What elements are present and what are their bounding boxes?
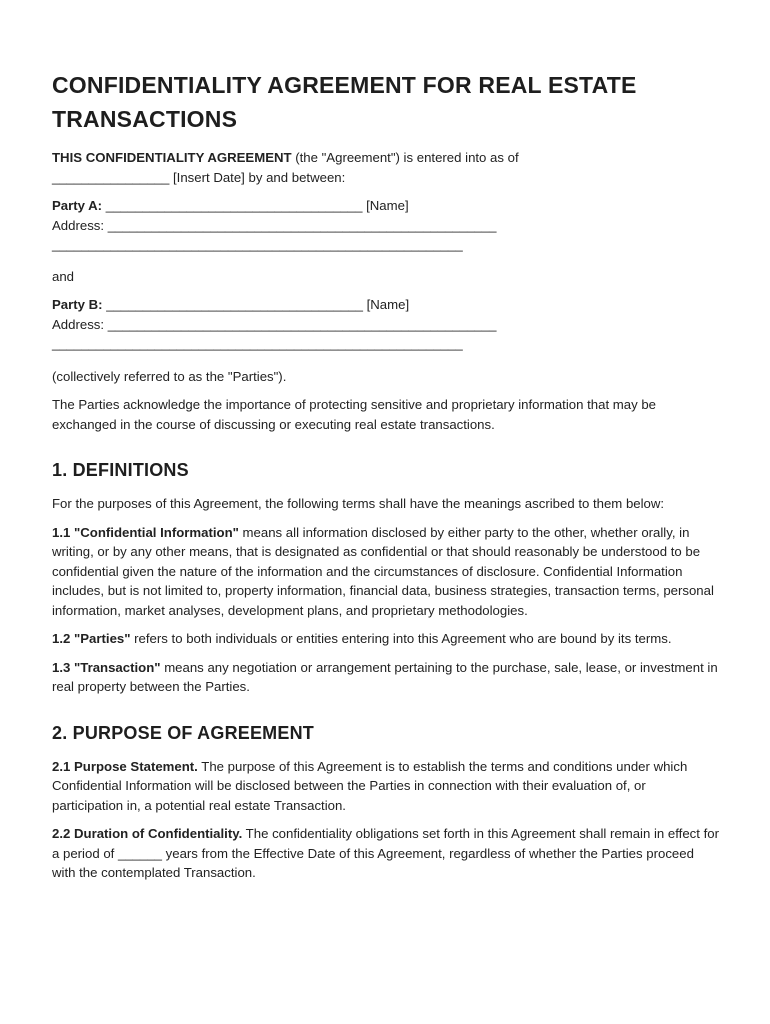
clause-2-1-label: 2.1 Purpose Statement.	[52, 758, 198, 774]
intro-line1: (the "Agreement") is entered into as of	[291, 150, 519, 165]
and-text: and	[52, 268, 75, 284]
preamble-paragraph: The Parties acknowledge the importance of protecting sensitive and proprietary information that may be exchanged in the course of discussing or executing real estate transactions.	[52, 397, 657, 432]
definition-1-1-label: 1.1 "Confidential Information"	[52, 524, 239, 540]
intro-lead: THIS CONFIDENTIALITY AGREEMENT	[52, 150, 292, 165]
document-title: CONFIDENTIALITY AGREEMENT FOR REAL ESTATE TRANSACTIONS	[52, 72, 637, 132]
party-a-block	[52, 196, 720, 255]
clause-2-1	[52, 757, 720, 816]
party-a-address-cont: ________________________________________________________	[52, 237, 463, 252]
section-1-heading: 1. DEFINITIONS	[52, 460, 189, 480]
party-b-address-cont: ________________________________________________________	[52, 336, 463, 351]
definition-1-3-label: 1.3 "Transaction"	[52, 659, 161, 675]
definition-1-3	[52, 658, 720, 697]
section-2-heading: 2. PURPOSE OF AGREEMENT	[52, 722, 314, 743]
intro-date-line: ________________ [Insert Date] by and between:	[52, 169, 346, 185]
party-b-block	[52, 295, 720, 354]
intro-paragraph	[52, 148, 720, 187]
definition-1-2	[52, 629, 720, 649]
clause-2-2-label: 2.2 Duration of Confidentiality.	[52, 826, 243, 841]
party-a-name-line: ___________________________________ [Name]	[102, 198, 409, 213]
party-a-label: Party A:	[52, 198, 103, 213]
party-b-name-line: ___________________________________ [Name]	[102, 297, 410, 312]
definition-1-2-label: 1.2 "Parties"	[52, 631, 131, 646]
definition-1-3-text: means any negotiation or arrangement pertaining to the purchase, sale, lease, or investment in real property between the Parties.	[52, 659, 718, 694]
party-b-label: Party B:	[52, 297, 103, 312]
section-1-intro: For the purposes of this Agreement, the following terms shall have the meanings ascribed to them below:	[52, 496, 665, 511]
document-page	[52, 68, 720, 883]
clause-2-2	[52, 824, 720, 883]
party-a-address-line: Address: _____________________________________________________	[52, 217, 497, 233]
clause-2-1-text: The purpose of this Agreement is to establish the terms and conditions under which Confidential Information will be disclosed between the Parties in connection with their evaluation of, or participation in, a potential real estate Transaction.	[52, 758, 688, 813]
definition-1-1	[52, 523, 720, 621]
collective-note: (collectively referred to as the "Parties").	[52, 368, 287, 384]
clause-2-2-text: The confidentiality obligations set forth in this Agreement shall remain in effect for a period of ______ years from the Effective Date of this Agreement, regardless of whether the Parties proceed with the contemplated Transaction.	[52, 826, 719, 880]
definition-1-1-text: means all information disclosed by either party to the other, whether orally, in writing, or by any other means, that is designated as confidential or that should reasonably be understood to be confidential given the nature of the information and the circumstances of disclosure. Confidential Information includes, but is not limited to, property information, financial data, business strategies, transaction terms, personal information, market analyses, development plans, and proprietary methodologies.	[52, 524, 714, 618]
definition-1-2-text: refers to both individuals or entities entering into this Agreement who are bound by its terms.	[130, 631, 672, 646]
party-b-address-line: Address: _____________________________________________________	[52, 316, 497, 332]
